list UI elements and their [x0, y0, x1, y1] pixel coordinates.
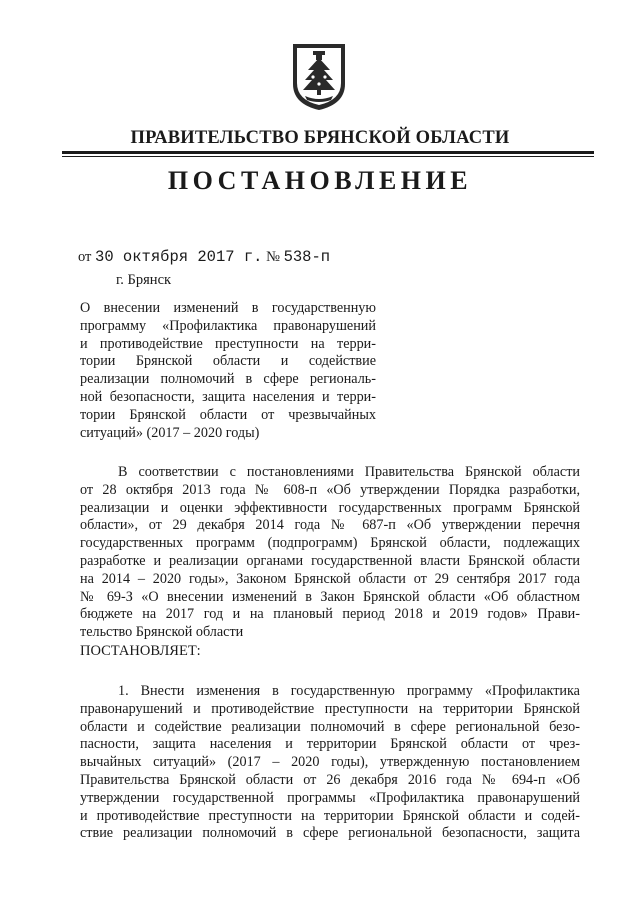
item-1-line: 1. Внести изменения в государственную программу «Профилактика	[118, 683, 580, 699]
header-rule-thick	[62, 151, 594, 154]
subject-line: реализации полномочий в сфере региональ-	[80, 371, 376, 388]
subject-line: тории Брянской области и содействие	[80, 353, 376, 370]
preamble-line: реализации и оценки эффективности государственных программ Брянской	[80, 499, 580, 516]
resolve-heading: ПОСТАНОВЛЯЕТ:	[80, 643, 201, 659]
item-1-line: вычайных ситуаций» (2017 – 2020 годы), утвержденную постановлением	[80, 754, 580, 771]
document-date-line	[78, 248, 330, 266]
item-1-line: правонарушений и противодействие преступности на территории Брянской	[80, 700, 580, 717]
document-date: 30 октября 2017 г.	[95, 248, 263, 266]
preamble-line: тельство Брянской области	[80, 624, 244, 641]
subject-line: ной безопасности, защита населения и терри-	[80, 388, 376, 405]
preamble-line: В соответствии с постановлениями Правительства Брянской области	[118, 464, 580, 480]
document-type-title: ПОСТАНОВЛЕНИЕ	[167, 166, 473, 195]
preamble-paragraph	[80, 464, 580, 642]
preamble-line: бюджете на 2017 год и на плановый период 2018 и 2019 годов» Прави-	[80, 606, 580, 623]
item-1-line: ствие реализации полномочий в сфере региональной безопасности, защита	[80, 825, 580, 842]
subject-line: ситуаций» (2017 – 2020 годы)	[80, 424, 260, 441]
date-prefix: от	[78, 249, 92, 265]
subject-line: тории Брянской области от чрезвычайных	[80, 406, 376, 423]
preamble-line: государственных программ (подпрограмм) Брянской области, подлежащих	[80, 535, 580, 552]
document-city: г. Брянск	[116, 272, 172, 288]
item-1-line: и противодействие преступности на территории Брянской области и содей-	[80, 807, 580, 824]
document-number: 538-п	[283, 248, 331, 266]
number-sign: №	[266, 249, 280, 265]
item-1-line: пасности, защита населения и территории Брянской области от чрез-	[80, 736, 580, 753]
item-1-paragraph	[80, 683, 580, 843]
subject-line: О внесении изменений в государственную	[80, 300, 376, 316]
preamble-line: разработке и реализации органами государственной власти Брянской области	[80, 552, 580, 569]
preamble-line: на 2014 – 2020 годы», Законом Брянской области от 29 сентября 2017 года	[80, 570, 580, 587]
organization-name: ПРАВИТЕЛЬСТВО БРЯНСКОЙ ОБЛАСТИ	[130, 128, 510, 148]
preamble-line: от 28 октября 2013 года № 608-п «Об утверждении Порядка разработки,	[80, 481, 580, 498]
bryansk-coat-of-arms-icon	[291, 42, 347, 112]
document-subject	[80, 300, 376, 442]
subject-line: программу «Профилактика правонарушений	[80, 317, 376, 334]
item-1-line: утверждении государственной программы «Профилактика правонарушений	[80, 789, 580, 806]
subject-line: и противодействие преступности на терри-	[80, 335, 376, 352]
item-1-line: Правительства Брянской области от 26 декабря 2016 года № 694-п «Об	[80, 771, 580, 788]
preamble-line: № 69-З «О внесении изменений в Закон Брянской области «Об областном	[80, 588, 580, 605]
item-1-line: области и содействие реализации полномочий в сфере региональной безо-	[80, 718, 580, 735]
header-rule-thin	[62, 156, 594, 157]
preamble-line: области», от 29 декабря 2014 года № 687-п «Об утверждении перечня	[80, 517, 580, 534]
